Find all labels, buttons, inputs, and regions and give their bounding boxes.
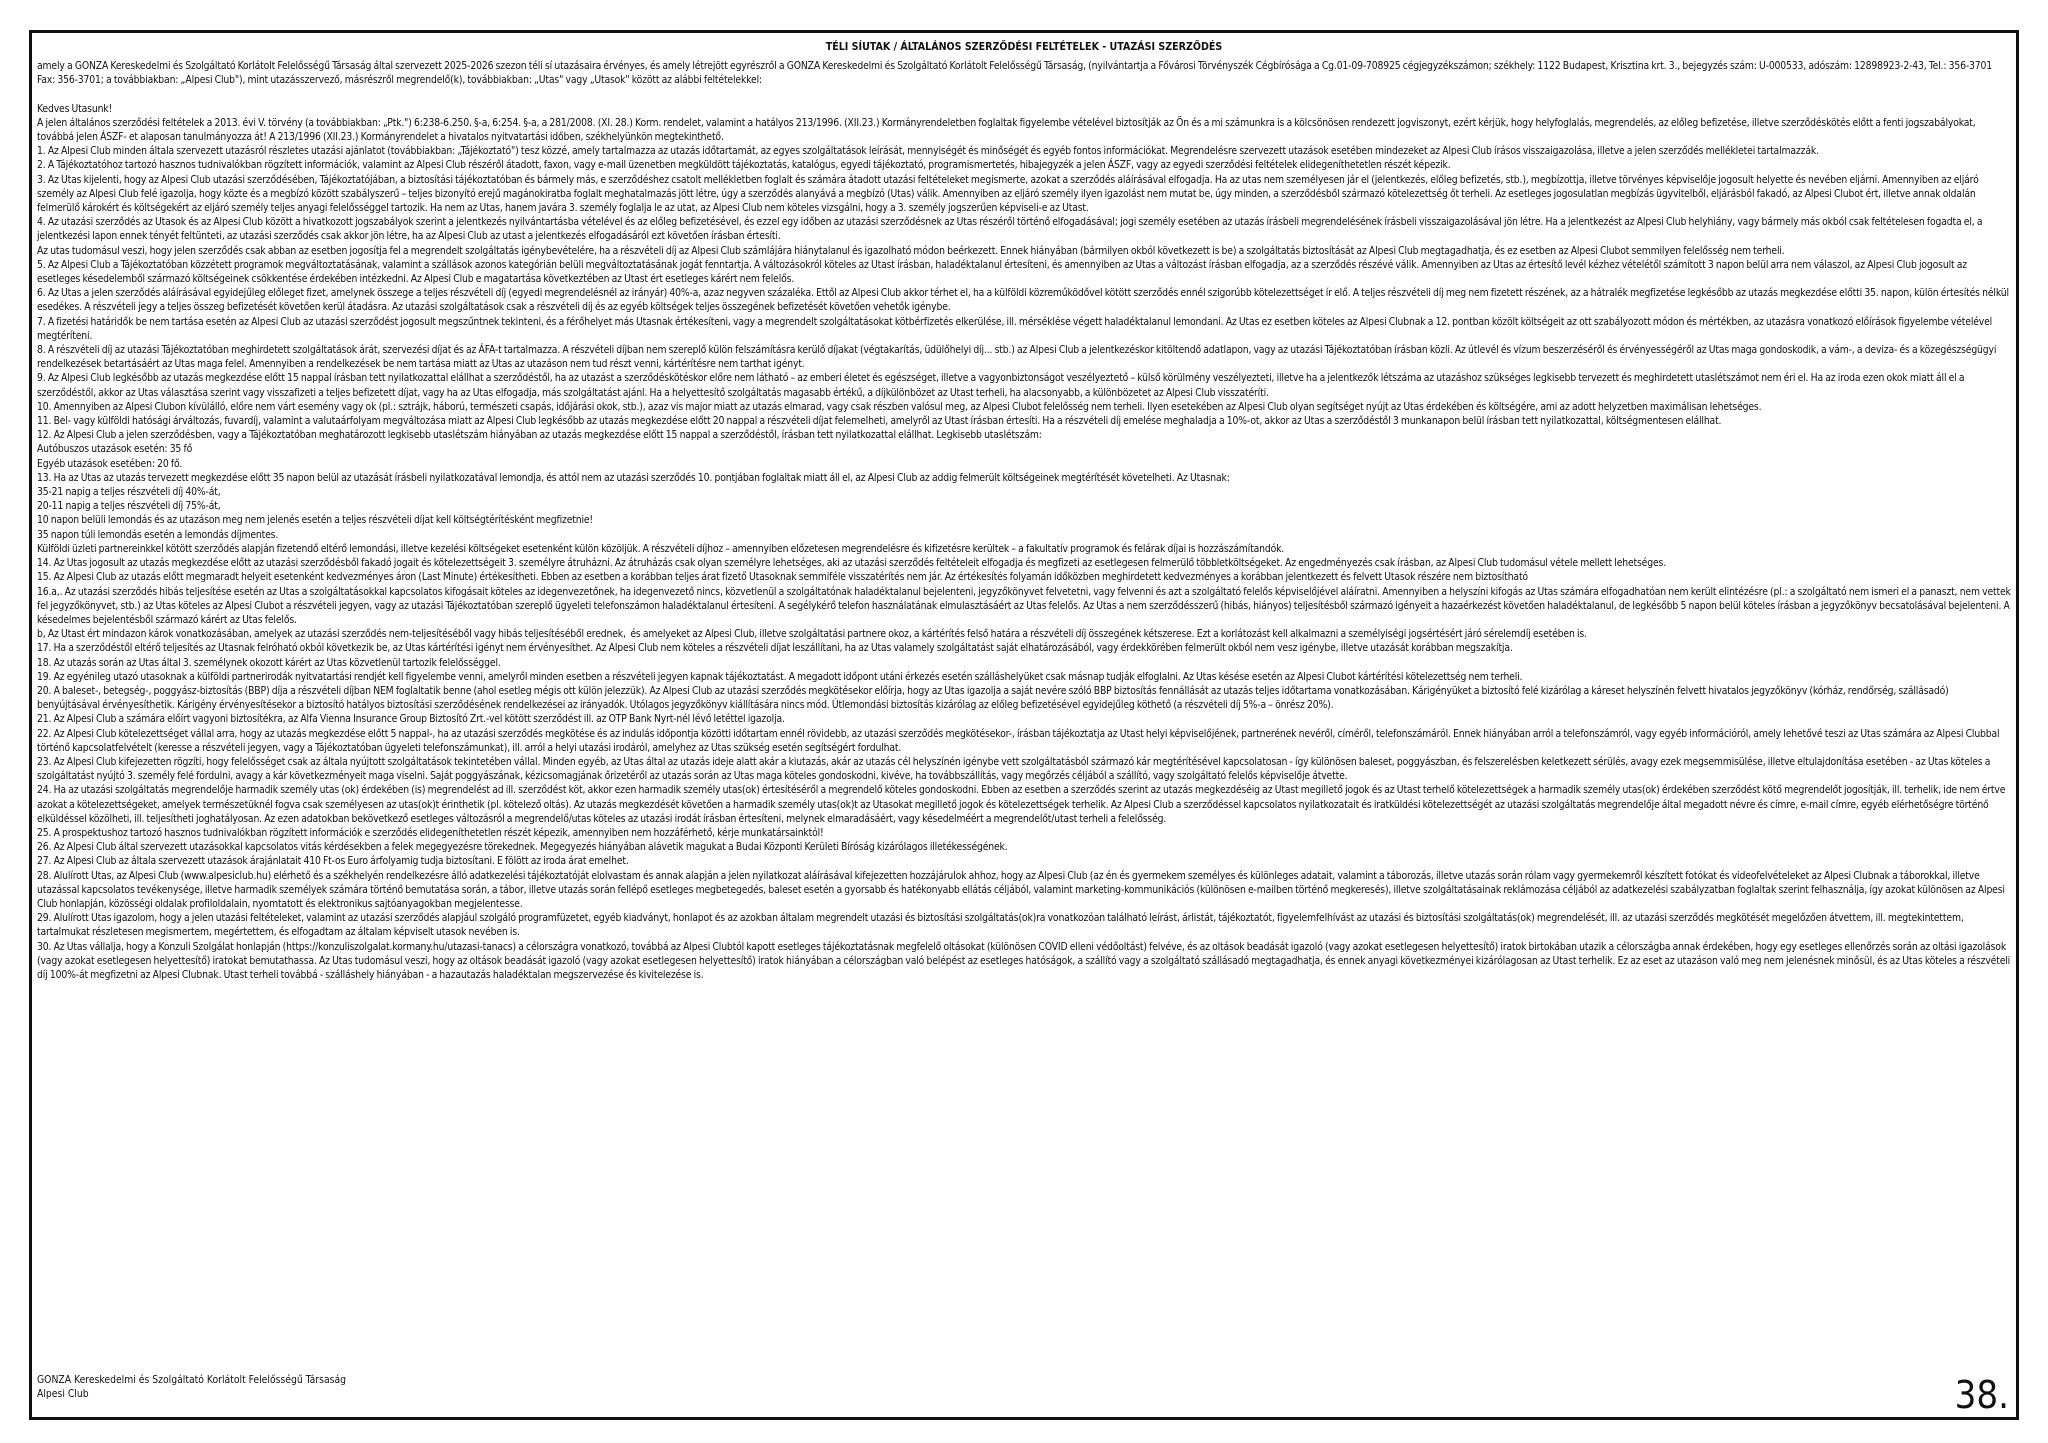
paragraph: 14. Az Utas jogosult az utazás megkezdése előtt az utazási szerződésből fakadó jogait és kötelezettségeit 3. személyre átruházni. Az átruházás csak olyan személyre lehetséges, aki az utazási szerződés feltételeit elfogadja és megfizeti az esetlegesen felmerülő többletköltségeket. Az engedményezés csak írásban, az Alpesi Club tudomásul vétele mellett lehetséges. xyxy=(37,557,1666,570)
paragraph: b, Az Utast ért mindazon károk vonatkozásában, amelyek az utazási szerződés nem-teljesítéséből vagy hibás teljesítéséből erednek, és amelyeket az Alpesi Club, illetve szolgáltatási partnere okoz, a kártérítés felső határa a részvételi díj összegének kétszerese. Ezt a korlátozást kell alkalmazni a személyiségi jogsértésért járó sérelemdíj esetében is. xyxy=(37,628,1587,641)
paragraph: 20. A baleset-, betegség-, poggyász-biztosítás (BBP) díja a részvételi díjban NEM foglaltatik benne (ahol esetleg mégis ott külön jelezzük). Az Alpesi Club az utazási szerződés megkötésekor előírja, hogy az Utas igazolja a saját nevére szóló BBP biztosítás fennállását az utazás teljes időtartama vonatkozásában. Kárigényüket a biztosító felé kizárólag a káreset helyszínén felvett hivatalos jegyzőkönyv (kórház, rendőrség, szállásadó) benyújtásával érvényesíthetik. Kárigény érvényesítésekor a biztosító hatályos biztosítási szerződésének rendelkezései az irányadók. Utólagos jegyzőkönyv kiállítására nincs mód. Útlemondási biztosítás kizárólag az előleg befizetésével egyidejűleg köthető (a részvételi díj 5%-a – önrész 20%). xyxy=(37,684,1951,712)
paragraph: Egyéb utazások esetében: 20 fő. xyxy=(37,457,183,470)
paragraph: 3. Az Utas kijelenti, hogy az Alpesi Club utazási szerződésében, Tájékoztatójában, a biztosítási tájékoztatóban és bármely más, e szerződéshez csatolt mellékletben foglalt és számára átadott utazási feltételeket megismerte, azokat a szerződés aláírásával elfogadja. Ha az utas nem személyesen jár el (jelentkezés, előleg befizetés, stb.), megbízottja, illetve törvényes képviselője jogosult helyette és nevében eljárni. Amennyiben az eljáró személy az Alpesi Club felé igazolja, hogy közte és a megbízó között szabályszerű – teljes bizonyító erejű magánokiratba foglalt meghatalmazás jött létre, úgy a szerződés alanyává a megbízó (Utas) válik. Amennyiben az eljáró személy ilyen igazolást nem mutat be, úgy minden, a szerződésből származó kötelezettség őt terheli. Az esetleges jogosulatlan megbízás ügyvitelből, eljárásból fakadó, az Alpesi Clubot ért, illetve annak oldalán felmerülő károkért és költségekért az eljáró személy teljes anyagi felelősséggel tartozik. Ha nem az Utas, hanem javára 3. személy foglalja le az utat, az Alpesi Club nem köteles vizsgálni, hogy a 3. személy jogszerűen képviseli-e az Utast. xyxy=(37,173,1981,215)
paragraph: 11. Bel- vagy külföldi hatósági árváltozás, fuvardíj, valamint a valutaárfolyam megváltozása miatt az Alpesi Club legkésőbb az utazás megkezdése előtt 20 nappal a részvételi díjat felemelheti, amelyről az Utast írásban értesíti. Ha a részvételi díj emelése meghaladja a 10%-ot, akkor az Utas a szerződéstől 3 munkanapon belül írásban tett nyilatkozattal, költségmentesen elállhat. xyxy=(37,415,1722,428)
footer-signature xyxy=(37,1373,346,1401)
document-title: TÉLI SÍUTAK / ÁLTALÁNOS SZERZŐDÉSI FELTÉTELEK - UTAZÁSI SZERZŐDÉS xyxy=(825,41,1223,53)
paragraph: 27. Az Alpesi Club az általa szervezett utazások árajánlatait 410 Ft-os Euro árfolyamig tudja biztosítani. E fölött az iroda árat emelhet. xyxy=(37,855,629,868)
paragraph: 35-21 napig a teljes részvételi díj 40%-át, xyxy=(37,486,221,499)
paragraph: 12. Az Alpesi Club a jelen szerződésben, vagy a Tájékoztatóban meghatározott legkisebb utaslétszám hiányában az utazás megkezdése előtt 15 nappal a szerződéstől, írásban tett nyilatkozattal elállhat. Legkisebb utaslétszám: xyxy=(37,429,1042,442)
paragraph: 9. Az Alpesi Club legkésőbb az utazás megkezdése előtt 15 nappal írásban tett nyilatkozattal elállhat a szerződéstől, ha az utazást a szerződéskötéskor előre nem látható – az emberi életet és egészséget, illetve a vagyonbiztonságot veszélyeztető – külső körülmény veszélyezteti, illetve ha a jelentkezők létszáma az utazáshoz szükséges legkisebb tervezett és meghirdetett utaslétszámot nem éri el. Ha az iroda ezen okok miatt áll el a szerződéstől, akkor az Utas választása szerint vagy visszafizeti a teljes befizetett díjat, vagy ha az Utas elfogadja, más szolgáltatást ajánl. Ha a helyettesítő szolgáltatás magasabb értékű, a díjkülönbözet az Utast terheli, ha alacsonyabb, a különbözetet az Alpesi Club visszatéríti. xyxy=(37,372,1967,399)
paragraph: 6. Az Utas a jelen szerződés aláírásával egyidejűleg előleget fizet, amelynek összege a teljes részvételi díj (egyedi megrendelésnél az irányár) 40%-a, azaz negyven százaléka. Ettől az Alpesi Club akkor térhet el, ha a külföldi közreműködővel kötött szerződés ennél szigorúbb kötelezettséget ír elő. A teljes részvételi díj meg nem fizetett részének, az a hátralék megfizetése legkésőbb az utazás megkezdése előtti 35. napon, külön értesítés nélkül esedékes. A részvételi jegy a teljes összeg befizetését követően kerül átadásra. Az utazási szolgáltatások csak a részvételi díj és az egyéb költségek teljes összegének befizetését követően vehetők igénybe. xyxy=(37,287,2012,314)
paragraph: A jelen általános szerződési feltételek a 2013. évi V. törvény (a továbbiakban: „Ptk.") 6:238-6.250. §-a, 6:254. §-a, a 281/2008. (XI. 28.) Korm. rendelet, valamint a hatályos 213/1996. (XII.23.) Kormányrendeletben foglaltak figyelembe vételével biztosítják az Ön és a mi számunkra is a kölcsönösen rendezett jogviszonyt, ezért kérjük, hogy helyfoglalás, megrendelés, az előleg befizetése, illetve szerződéskötés előtt a fenti jogszabályokat, továbbá jelen ÁSZF- et alaposan tanulmányozza át! A 213/1996 (XII.23.) Kormányrendelet a hivatalos nyitvatartási időben, székhelyünkön megtekinthető. xyxy=(37,116,1978,143)
paragraph: 18. Az utazás során az Utas által 3. személynek okozott kárért az Utas közvetlenül tartozik felelősséggel. xyxy=(37,656,501,669)
paragraph: 28. Alulírott Utas, az Alpesi Club (www.alpesiclub.hu) elérhető és a székhelyén rendelkezésre álló adatkezelési tájékoztatóját elolvastam és annak alapján a jelen nyilatkozat aláírásával kifejezetten hozzájárulok ahhoz, hogy az Alpesi Club (az én és gyermekem személyes és különleges adatait, valamint a táborozás, illetve utazás során rólam vagy gyermekemről készített fotókat és videofelvételeket az Alpesi Clubnak a táborokkal, illetve utazással kapcsolatos tevékenysége, illetve harmadik személyek számára történő bemutatása során, a tábor, illetve utazás során fellépő esetleges megbetegedés, baleset esetén a gyorsabb és hatékonyabb ellátás céljából, valamint marketing-kommunikációs (különösen e-mailben történő megkeresés), illetve szolgáltatásainak reklámozása céljából az adatkezelési szabályzatban foglaltak szerint felhasználja, így azokat különösen az Alpesi Club honlapján, közösségi oldalak profiloldalain, nyomtatott és elektronikus sajtóanyagokban megjelentesse. xyxy=(37,869,2008,910)
paragraph: 10. Amennyiben az Alpesi Clubon kívülálló, előre nem várt esemény vagy ok (pl.: sztrájk, háború, természeti csapás, időjárási okok, stb.), azaz vis major miatt az utazás elmarad, vagy csak részben valósul meg, az Alpesi Clubot felelősség nem terheli. Ilyen esetekében az Alpesi Club olyan segítséget nyújt az Utas érdekében és költségére, ami az adott helyzetben maximálisan lehetséges. xyxy=(37,400,1762,413)
paragraph: 10 napon belüli lemondás és az utazáson meg nem jelenés esetén a teljes részvételi díjat kell költségtérítésként megfizetnie! xyxy=(37,514,593,527)
terms-body xyxy=(37,59,2014,982)
document-frame xyxy=(29,30,2019,1420)
paragraph: 21. Az Alpesi Club a számára előírt vagyoni biztosítékra, az Alfa Vienna Insurance Group Biztosító Zrt.-vel kötött szerződést ill. az OTP Bank Nyrt-nél lévő letéttel igazolja. xyxy=(37,713,785,726)
paragraph: 17. Ha a szerződéstől eltérő teljesítés az Utasnak felróható okból következik be, az Utas kártérítési igényt nem érvényesíthet. Az Alpesi Club nem köteles a részvételi díjat leszállítani, ha az Utas valamely szolgáltatást saját elhatározásából, vagy érdekkörében felmerült okból nem vesz igénybe, illetve utazását korábban megszakítja. xyxy=(37,642,1513,655)
paragraph: 5. Az Alpesi Club a Tájékoztatóban közzétett programok megváltoztatásának, valamint a szállások azonos kategórián belüli megváltoztatásának jogát fenntartja. A változásokról köteles az Utast írásban, haladéktalanul értesíteni, és amennyiben az Utas a változást írásban elfogadja, az a szerződés részévé válik. Amennyiben az Utas az értesítő levél kézhez vételétől számított 3 napon belül arra nem válaszol, az Alpesi Club jogosult az esetleges késedelemből származó költségeinek csökkentése érdekében intézkedni. Az Alpesi Club e magatartása következtében az Utast ért esetleges kárért nem felelős. xyxy=(37,258,1970,286)
footer-company-name: GONZA Kereskedelmi és Szolgáltató Korlátolt Felelősségű Társaság xyxy=(37,1373,347,1386)
paragraph: 8. A részvételi díj az utazási Tájékoztatóban meghirdetett szolgáltatások árát, szervezési díjat és az ÁFA-t tartalmazza. A részvételi díjban nem szereplő külön felszámításra kerülő díjakat (végtakarítás, üdülőhelyi díj... stb.) az Alpesi Club a jelentkezéskor kitöltendő adatlapon, vagy az utazási Tájékoztatóban írásban közli. Az útlevél és vízum beszerzéséről és érvényességéről az Utas maga gondoskodik, a vám-, a deviza- és a közegészségügyi rendelkezések betartásáért az Utas maga felel. Amennyiben a rendelkezések be nem tartása miatt az Utas az utazáson nem tud részt venni, kártérítésre nem tarthat igényt. xyxy=(37,344,1999,371)
paragraph: 29. Alulírott Utas igazolom, hogy a jelen utazási feltételeket, valamint az utazási szerződés alapjául szolgáló programfüzetet, egyéb kiadványt, honlapot és az azokban általam megrendelt utazási és biztosítási szolgáltatás(ok)ra vonatkozóan található leírást, árlistát, tájékoztatót, figyelemfelhívást az utazási és biztosítási szolgáltatás(ok) megrendelését, ill. az utazási szerződés megkötését megelőzően átvettem, ill. megtekintettem, tartalmukat részletesen megismertem, megértettem, és elfogadtam az általam képviselt utasok nevében is. xyxy=(37,912,1966,939)
paragraph: 23. Az Alpesi Club kifejezetten rögzíti, hogy felelősséget csak az általa nyújtott szolgáltatások tekintetében vállal. Minden egyéb, az Utas által az utazás ideje alatt akár a kiutazás, akár az utazás cél helyszínén igénybe vett szolgáltatásból származó kár megtérítésével kapcsolatosan - így különösen baleset, poggyászban, és felszerelésben keletkezett sérülés, avagy ezek megsemmisülése, illetve eltulajdonítása esetében - az Utas köteles a szolgáltatást nyújtó 3. személy felé fordulni, avagy a kár következményeit maga viselni. Saját poggyászának, kézicsomagjának őrizetéről az utazás során az Utas maga köteles gondoskodni, kivéve, ha továbbszállítás, vagy megőrzés céljából a szállító, vagy szolgáltató felelős képviselője átvette. xyxy=(37,755,1993,783)
footer-brand-name: Alpesi Club xyxy=(37,1387,89,1400)
paragraph: Külföldi üzleti partnereinkkel kötött szerződés alapján fizetendő eltérő lemondási, illetve kezelési költségeket esetenként külön közöljük. A részvételi díjhoz – amennyiben előzetesen megrendelésre és kifizetésre kerültek – a fakultatív programok és felárak díjai is hozzászámítandók. xyxy=(37,542,1285,555)
paragraph: amely a GONZA Kereskedelmi és Szolgáltató Korlátolt Felelősségű Társaság által szervezett 2025-2026 szezon téli sí utazásaira érvényes, és amely létrejött egyrészről a GONZA Kereskedelmi és Szolgáltató Korlátolt Felelősségű Társaság, (nyilvántartja a Fővárosi Törvényszék Cégbírósága a Cg.01-09-708925 cégjegyzékszámon; székhely: 1122 Budapest, Krisztina krt. 3., bejegyzés szám: U-000533, adószám: 12898923-2-43, Tel.: 356-3701 Fax: 356-3701; a továbbiakban: „Alpesi Club"), mint utazásszervező, másrészről megrendelő(k), továbbiakban: „Utas" vagy „Utasok" között az alábbi feltételekkel: xyxy=(37,60,1995,87)
paragraph: 35 napon túli lemondás esetén a lemondás díjmentes. xyxy=(37,528,279,541)
paragraph: 2. A Tájékoztatóhoz tartozó hasznos tudnivalókban rögzített információk, valamint az Alpesi Club részéről átadott, faxon, vagy e-mail üzenetben megküldött tájékoztatás, katalógus, egyedi tájékoztató, programismertetés, hibajegyzék a jelen ÁSZF, vagy az egyedi szerződési feltételek elidegeníthetetlen részét képezik. xyxy=(37,159,1451,172)
paragraph: 13. Ha az Utas az utazás tervezett megkezdése előtt 35 napon belül az utazását írásbeli nyilatkozatával lemondja, és attól nem az utazási szerződés 10. pontjában foglaltak miatt áll el, az Alpesi Club az addig felmerült költségeinek megtérítését követelheti. Az Utasnak: xyxy=(37,471,1230,484)
paragraph: Az utas tudomásul veszi, hogy jelen szerződés csak abban az esetben jogosítja fel a megrendelt szolgáltatás igénybevételére, ha a részvételi díj az Alpesi Club számlájára hiánytalanul és igazolható módon beérkezett. Ennek hiányában (bármilyen okból következett is be) a szolgáltatás biztosítását az Alpesi Club megtagadhatja, és ez esetben az Alpesi Clubot semmilyen felelősség nem terheli. xyxy=(37,244,1785,257)
paragraph: 30. Az Utas vállalja, hogy a Konzuli Szolgálat honlapján (https://konzuliszolgalat.kormany.hu/utazasi-tanacs) a célországra vonatkozó, továbbá az Alpesi Clubtól kapott esetleges tájékoztatásnak megfelelő oltásokat (különösen COVID elleni védőoltást) felvéve, és az oltások beadását igazoló (vagy azokat esetlegesen helyettesítő) iratok birtokában utazik a célországba annak érdekében, hogy egy esetleges ellenőrzés során az oltási igazolások (vagy azokat esetlegesen helyettesítő) iratokat bemutathassa. Az Utas tudomásul veszi, hogy az oltások beadását igazoló (vagy azokat esetlegesen helyettesítő) iratok hiányában a célországban való belépést az esetleges hatóságok, a szállító vagy a szolgáltató szállásadó megtagadhatja, és ennek anyagi következményei kizárólagosan az Utast terhelik. Ez az eset az utazáson való meg nem jelenésnek minősül, és az Utas köteles a részvételi díj 100%-át megfizetni az Alpesi Clubnak. Utast terheli továbbá - szálláshely hiányában - a hazautazás haladéktalan megszervezése és kivitelezése is. xyxy=(37,940,2013,981)
paragraph: 22. Az Alpesi Club kötelezettséget vállal arra, hogy az utazás megkezdése előtt 5 nappal-, ha az utazási szerződés megkötése és az indulás időpontja közötti időtartam ennél rövidebb, az utazási szerződés megkötésekor-, írásban tájékoztatja az Utast helyi képviselőjének, partnerének nevéről, címéről, telefonszámáról. Ennek hiányában arról a telefonszámról, vagy egyéb információról, amely lehetővé teszi az Utas számára az Alpesi Clubbal történő kapcsolatfelvételt (keresse a részvételi jegyen, vagy a Tájékoztatóban ügyeleti telefonszámunkat), ill. arról a helyi utazási irodáról, amelyhez az Utas szükség esetén segítségért fordulhat. xyxy=(37,727,2002,754)
paragraph: 26. Az Alpesi Club által szervezett utazásokkal kapcsolatos vitás kérdésekben a felek megegyezésre törekednek. Megegyezés hiányában alávetik magukat a Budai Központi Kerületi Bíróság kizárólagos illetékességének. xyxy=(37,841,1008,854)
paragraph: 19. Az egyénileg utazó utasoknak a külföldi partnerirodák nyitvatartási rendjét kell figyelembe venni, amelyről minden esetben a részvételi jegyen kapnak tájékoztatást. A megadott időpont utáni érkezés esetén szálláshelyüket csak másnap tudják elfoglalni. Az Utas késése esetén az Alpesi Clubot kártérítési kötelezettség nem terheli. xyxy=(37,670,1523,683)
paragraph: 25. A prospektushoz tartozó hasznos tudnivalókban rögzített információk e szerződés elidegeníthetetlen részét képezik, amennyiben nem hozzáférhető, kérje munkatársainktól! xyxy=(37,826,824,839)
paragraph: 20-11 napig a teljes részvételi díj 75%-át, xyxy=(37,500,221,513)
paragraph: 24. Ha az utazási szolgáltatás megrendelője harmadik személy utas (ok) érdekében (is) megrendelést ad ill. szerződést köt, akkor ezen harmadik személy utas(ok) értesítéséről a megrendelő köteles gondoskodni. Ebben az esetben a szerződés szerint az utazás megkezdéséig az Utast megillető jogok és az Utast terhelő kötelezettségek a harmadik személy utas(ok) érdekében szerződést kötő megrendelőt jogosítják, ill. terhelik, ide nem értve azokat a kötelezettségeket, amelyek természetüknél fogva csak személyesen az utas(ok)t érinthetik (pl. kötelező oltás). Az utazás megkezdését követően a harmadik személy utas(ok)t az Utasokat megillető jogok és kötelezettségek terhelik. Az Alpesi Club a szerződéssel kapcsolatos nyilatkozatait és iratküldési kötelezettségét az utazási szolgáltatás megrendelője által megadott névre és címre, e-mail címre, egyéb elérhetőségre történő elküldéssel közölheti, ill. teljesítheti joghatályosan. Az ezen adatokban bekövetkező esetleges változásról a megrendelő/utas köteles az utazási irodát írásban értesíteni, melynek elmaradásáért, vagy késedelméért a megrendelőt/utast terheli a felelősség. xyxy=(37,784,2008,825)
paragraph: Kedves Utasunk! xyxy=(37,102,113,115)
paragraph: 16.a,. Az utazási szerződés hibás teljesítése esetén az Utas a szolgáltatásokkal kapcsolatos kifogásait köteles az idegenvezetőnek, ha idegenvezető nincs, közvetlenül a szolgáltatónak haladéktalanul bejelenteni, jegyzőkönyvet felvetetni, vagy felvenni és azt a szolgáltató felelős képviselőjével aláíratni. Amennyiben a helyszíni kifogás az Utas számára elfogadhatóan nem került elintézésre (pl.: a szolgáltató nem ismeri el a panaszt, nem vettek fel jegyzőkönyvet, stb.) az Utas köteles az Alpesi Clubot a részvételi jegyen, vagy az utazási Tájékoztatóban szereplő ügyeleti telefonszámon haladéktalanul értesíteni. A segélykérő telefon használatának elmulasztásáért az Utas felelős. Az Utas a nem szerződésszerű (hibás, hiányos) teljesítésből származó igényeit a hazaérkezést követően haladéktalanul, de legkésőbb 5 napon belül köteles írásban a jegyzőkönyv becsatolásával bejelenteni. A késedelmes bejelentésből származó kárért az Utas felelős. xyxy=(37,585,2014,626)
page-number: 38. xyxy=(1954,1373,2009,1417)
blank-line xyxy=(37,87,2011,101)
paragraph: 7. A fizetési határidők be nem tartása esetén az Alpesi Club az utazási szerződést jogosult megszűntnek tekinteni, és a férőhelyet más Utasnak értékesíteni, vagy a megrendelt szolgáltatásokat kötbérfizetés elkerülése, ill. mérséklése végett haladéktalanul lemondani. Az Utas ez esetben köteles az Alpesi Clubnak a 12. pontban közölt költségeit az ott szabályozott módon és mértékben, az utazásra vonatkozó előírások figyelembe vételével megtéríteni. xyxy=(37,315,1995,342)
paragraph: 4. Az utazási szerződés az Utasok és az Alpesi Club között a hivatkozott jogszabályok szerint a jelentkezés nyilvántartásba vételével és az előleg befizetésével, és ezzel egy időben az utazási szerződésnek az Utas részéről történő elfogadásával; jogi személy esetében az utazás írásbeli megrendelésének írásbeli visszaigazolásával jön létre. Ha a jelentkezést az Alpesi Club helyhiány, vagy bármely más okból csak feltételesen fogadta el, a jelentkezési lapon ennek tényét feltünteti, az utazási szerződés csak akkor jön létre, ha az Alpesi Club az utast a jelentkezés elfogadásáról ezt követően írásban értesíti. xyxy=(37,216,1985,243)
paragraph: Autóbuszos utazások esetén: 35 fő xyxy=(37,443,193,456)
paragraph: 15. Az Alpesi Club az utazás előtt megmaradt helyeit esetenként kedvezményes áron (Last Minute) értékesítheti. Ebben az esetben a korábban teljes árat fizető Utasoknak semmiféle visszatérítés nem jár. Az értékesítés folyamán időközben meghirdetett kedvezményes a korábban jelentkezett és felvett Utasok részére nem biztosítható xyxy=(37,571,1528,584)
paragraph: 1. Az Alpesi Club minden általa szervezett utazásról részletes utazási ajánlatot (továbbiakban: „Tájékoztató") tesz közzé, amely tartalmazza az utazás időtartamát, az egyes szolgáltatások leírását, mennyiségét és minőségét és egyéb fontos információkat. Megrendelésre szervezett utazások esetében mindezeket az Alpesi Club írásos visszaigazolása, illetve a jelen szerződés mellékletei tartalmazzák. xyxy=(37,145,1819,158)
